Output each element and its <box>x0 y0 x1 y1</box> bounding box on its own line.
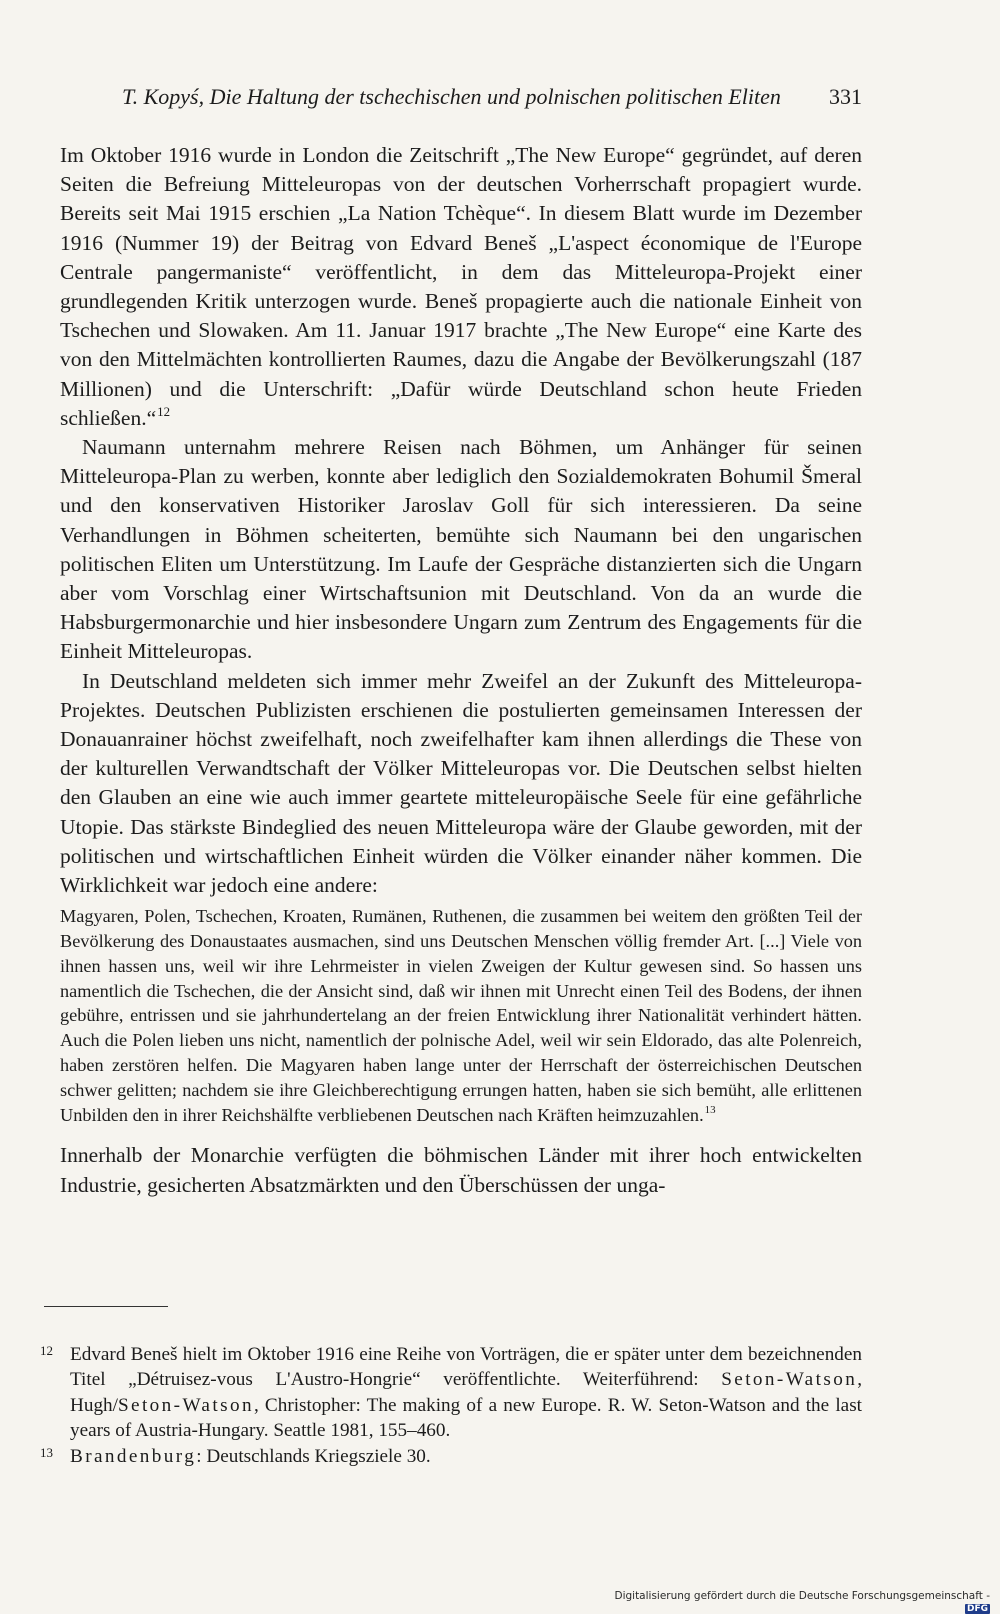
footnote-text <box>70 1342 862 1444</box>
paragraph-1-text: Im Oktober 1916 wurde in London die Zeitschrift „The New Europe“ gegründet, auf deren Seiten die Befreiung Mitteleuropas von der deutschen Vorherrschaft propagiert wurde. Bereits seit Mai 1915 erschien „La Nation Tchèque“. In diesem Blatt wurde im Dezember 1916 (Nummer 19) der Beitrag von Edvard Beneš „L'aspect économique de l'Europe Centrale pangermaniste“ veröffentlicht, in dem das Mitteleuropa-Projekt einer grundlegenden Kritik unterzogen wurde. Beneš propagierte auch die nationale Einheit von Tschechen und Slowaken. Am 11. Januar 1917 brachte „The New Europe“ eine Karte des von den Mittelmächten kontrollierten Raumes, dazu die Angabe der Bevölkerungszahl (187 Millionen) und die Unterschrift: „Dafür würde Deutschland schon heute Frieden schließen.“ <box>60 143 862 430</box>
footnote-text-part: , Hugh/ <box>70 1369 862 1416</box>
footnote-number: 13 <box>40 1444 53 1460</box>
footnote-author: Brandenburg <box>70 1445 197 1467</box>
footnote-text <box>70 1444 862 1469</box>
footnote-ref-12[interactable]: 12 <box>157 404 171 419</box>
paragraph-2: Naumann unternahm mehrere Reisen nach Böhmen, um Anhänger für seinen Mitteleuropa-Plan zu werben, konnte aber lediglich den Sozialdemokraten Bohumil Šmeral und den konservativen Historiker Jaroslav Goll für sich interessieren. Da seine Verhandlungen in Böhmen scheiterten, bemühte sich Naumann bei den ungarischen politischen Eliten um Unterstützung. Im Laufe der Gespräche distanzierten sich die Ungarn aber vom Vorschlag einer Wirtschaftsunion mit Deutschland. Von da an wurde die Habsburgermonarchie und hier insbesondere Ungarn zum Zentrum des Engagements für die Einheit Mitteleuropas. <box>60 435 862 664</box>
footnote-author: Seton-Watson <box>117 1394 254 1416</box>
paragraph-1 <box>60 141 862 433</box>
footnote-divider <box>44 1306 168 1307</box>
paragraph-4: Innerhalb der Monarchie verfügten die böhmischen Länder mit ihrer hoch entwickelten Industrie, gesicherten Absatzmärkten und den Überschüssen der unga- <box>60 1143 862 1197</box>
footnote-author: Seton-Watson <box>721 1369 858 1391</box>
footnote-text-part: Edvard Beneš hielt im Oktober 1916 eine Reihe von Vorträgen, die er später unter dem bezeichnenden Titel „Détruisez-vous L'Austro-Hongrie“ veröffentlichte. Weiterführend: <box>70 1344 862 1391</box>
page-number: 331 <box>829 84 862 109</box>
footnotes <box>40 1342 862 1469</box>
digitization-text: Digitalisierung gefördert durch die Deutsche Forschungsgemeinschaft - <box>614 1590 990 1602</box>
footnote-number: 12 <box>40 1343 53 1358</box>
footnote-12 <box>40 1342 862 1444</box>
footnote-text-part: , Christopher: The making of a new Europe. R. W. Seton-Watson and the last years of Austria-Hungary. Seattle 1981, 155–460. <box>70 1394 862 1442</box>
running-head-title: T. Kopyś, Die Haltung der tschechischen und polnischen politischen Eliten <box>122 84 781 109</box>
paragraph-3: In Deutschland meldeten sich immer mehr Zweifel an der Zukunft des Mitteleuropa-Projektes. Deutschen Publizisten erschienen die postulierten gemeinsamen Interessen der Donauanrainer höchst zweifelhaft, noch zweifelhafter kam ihnen allerdings die These von der kulturellen Verwandtschaft der Völker Mitteleuropas vor. Die Deutschen selbst hielten den Glauben an eine wie auch immer geartete mitteleuropäische Seele für eine gefährliche Utopie. Das stärkste Bindeglied des neuen Mitteleuropa wäre der Glaube geworden, mit der politischen und wirtschaftlichen Einheit würden die Völker einander näher kommen. Die Wirklichkeit war jedoch eine andere: <box>60 668 862 898</box>
block-quote <box>60 904 862 1127</box>
footnote-text-part: : Deutschlands Kriegsziele 30. <box>196 1445 431 1467</box>
block-quote-text: Magyaren, Polen, Tschechen, Kroaten, Rumänen, Ruthenen, die zusammen bei weitem den größten Teil der Bevölkerung des Donaustaates ausmachen, sind uns Deutschen Menschen völlig fremder Art. [...] Viele von ihnen hassen uns, weil wir ihre Lehrmeister in vielen Zweigen der Kultur gewesen sind. So hassen uns namentlich die Tschechen, die der Ansicht sind, daß wir ihnen mit Unrecht einen Teil des Bodens, der ihnen gebühre, entrissen und sie jahrhundertelang an der freien Entwicklung ihrer Nationalität verhindert hätten. Auch die Polen lieben uns nicht, namentlich der polnische Adel, weil wir sein Eldorado, das alte Polenreich, haben zerstören helfen. Die Magyaren haben lange unter der Herrschaft der österreichischen Deutschen schwer gelitten; nachdem sie ihre Gleichberechtigung errungen hatten, haben sie sich bemüht, alle erlittenen Unbilden den in ihrer Reichshälfte verbliebenen Deutschen nach Kräften heimzuzahlen. <box>60 906 862 1125</box>
digitization-credit <box>610 1590 990 1614</box>
main-text <box>60 141 862 1200</box>
footnote-ref-13[interactable]: 13 <box>704 1103 716 1116</box>
running-head <box>122 84 862 110</box>
footnote-13 <box>40 1444 862 1469</box>
dfg-logo: DFG <box>966 1604 988 1614</box>
